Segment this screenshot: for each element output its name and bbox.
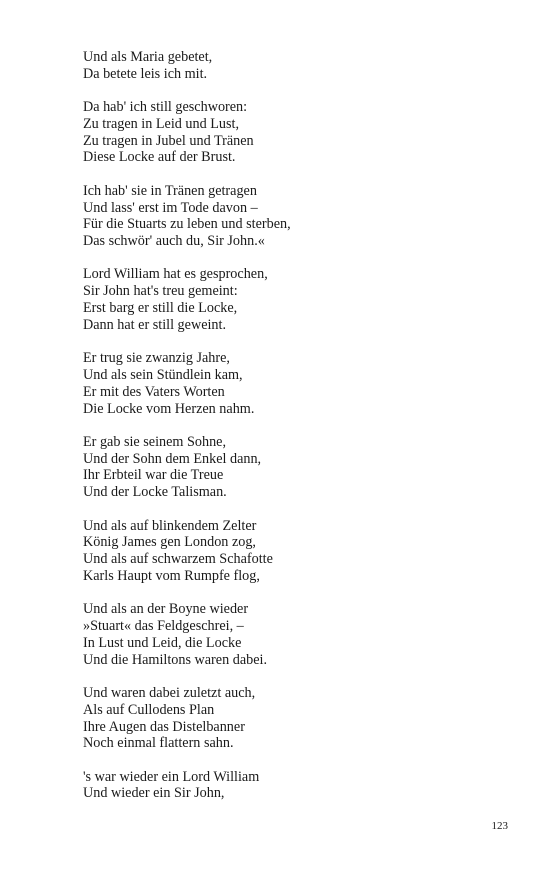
verse-line: Da betete leis ich mit. — [83, 65, 208, 82]
verse-line: Und die Hamiltons waren dabei. — [83, 651, 267, 668]
verse-line: »Stuart« das Feldgeschrei, – — [83, 618, 244, 635]
verse-line: 's war wieder ein Lord William — [83, 768, 260, 785]
verse-line: Lord William hat es gesprochen, — [83, 266, 268, 283]
verse-line: Ihre Augen das Distelbanner — [83, 718, 245, 735]
stanza — [83, 350, 503, 417]
verse-line: Noch einmal flattern sahn. — [83, 735, 234, 752]
verse-line: Zu tragen in Leid und Lust, — [83, 115, 240, 132]
verse-line: Die Locke vom Herzen nahm. — [83, 400, 255, 417]
verse-line: Und als an der Boyne wieder — [83, 601, 249, 618]
verse-line: Ihr Erbteil war die Treue — [83, 467, 224, 484]
verse-line: Ich hab' sie in Tränen getragen — [83, 182, 257, 199]
verse-line: Und wieder ein Sir John, — [83, 785, 225, 802]
stanza — [83, 266, 503, 333]
verse-line: Karls Haupt vom Rumpfe flog, — [83, 567, 260, 584]
verse-line: Er gab sie seinem Sohne, — [83, 433, 227, 450]
verse-line: Er trug sie zwanzig Jahre, — [83, 350, 230, 367]
verse-line: Und waren dabei zuletzt auch, — [83, 684, 256, 701]
verse-line: Diese Locke auf der Brust. — [83, 149, 236, 166]
stanza — [83, 685, 503, 752]
verse-line: König James gen London zog, — [83, 534, 256, 551]
verse-line: Und als Maria gebetet, — [83, 49, 213, 65]
stanza — [83, 99, 503, 166]
verse-line: Und der Locke Talisman. — [83, 484, 227, 501]
verse-line: Dann hat er still geweint. — [83, 316, 227, 333]
verse-line: Zu tragen in Jubel und Tränen — [83, 132, 254, 149]
verse-line: Da hab' ich still geschworen: — [83, 99, 248, 116]
stanza — [83, 49, 503, 83]
verse-line: Das schwör' auch du, Sir John.« — [83, 233, 265, 250]
verse-line: In Lust und Leid, die Locke — [83, 634, 242, 651]
stanza — [83, 183, 503, 250]
verse-line: Sir John hat's treu gemeint: — [83, 283, 238, 300]
verse-line: Und als auf schwarzem Schafotte — [83, 551, 273, 568]
verse-line: Erst barg er still die Locke, — [83, 300, 238, 317]
verse-line: Für die Stuarts zu leben und sterben, — [83, 216, 291, 233]
verse-line: Er mit des Vaters Worten — [83, 383, 225, 400]
verse-line: Und lass' erst im Tode davon – — [83, 199, 258, 216]
verse-line: Und als sein Stündlein kam, — [83, 366, 243, 383]
poem-text — [83, 49, 503, 819]
stanza — [83, 518, 503, 585]
verse-line: Und als auf blinkendem Zelter — [83, 517, 257, 534]
page-number: 123 — [491, 820, 508, 832]
verse-line: Und der Sohn dem Enkel dann, — [83, 450, 262, 467]
stanza — [83, 434, 503, 501]
stanza — [83, 601, 503, 668]
stanza — [83, 769, 503, 803]
verse-line: Als auf Cullodens Plan — [83, 701, 215, 718]
